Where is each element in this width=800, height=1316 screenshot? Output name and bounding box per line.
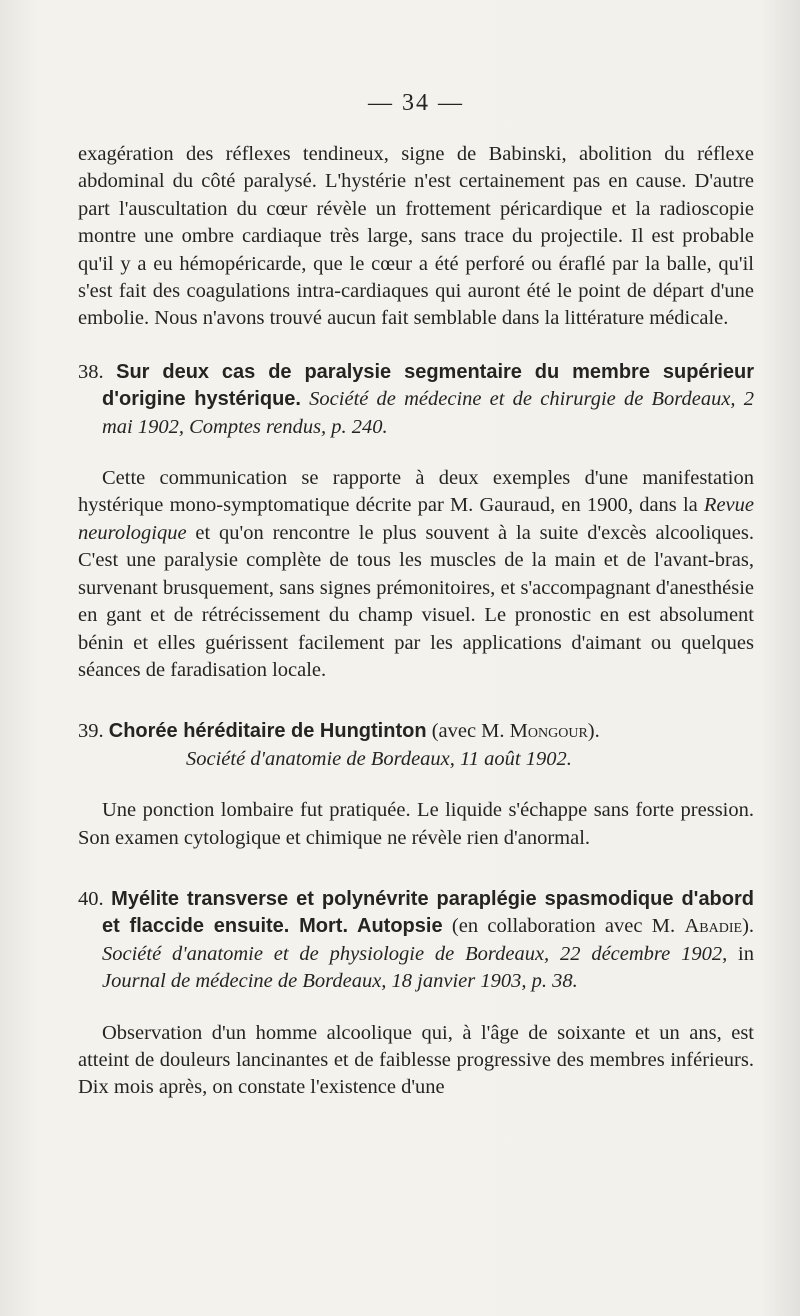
coauthor-name: Mongour <box>509 720 588 743</box>
entry-38-heading <box>78 359 754 441</box>
entry-number: 38. <box>78 360 104 383</box>
entry-38 <box>78 359 754 684</box>
entry-reference: Société de médecine et de chirurgie de Bordeaux, 2 mai 1902, Comptes rendus, p. 240. <box>102 388 754 438</box>
entry-40 <box>78 886 754 1102</box>
entry-40-heading <box>78 886 754 996</box>
entry-39 <box>78 718 754 852</box>
entry-40-body: Observation d'un homme alcoolique qui, à l'âge de soixante et un ans, est atteint de douleurs lancinantes et de faiblesse progressive des membres inférieurs. Dix mois après, on constate l'existence d'une <box>78 1021 754 1099</box>
coauthor-suffix: ). <box>587 720 600 743</box>
coauthor-prefix: (avec M. <box>426 720 510 743</box>
entry-title: Sur deux cas de paralysie segmentaire du membre supérieur d'origine hystérique. <box>102 360 755 411</box>
entry-39-heading <box>78 718 754 745</box>
entry-39-body: Une ponction lombaire fut pratiquée. Le liquide s'échappe sans forte pression. Son examen cytologique et chimique ne révèle rien d'anormal. <box>78 799 754 849</box>
page-number: — 34 — <box>368 90 464 116</box>
entry-number: 40. <box>78 887 104 910</box>
journal-name: Revue neurologique <box>78 494 754 544</box>
entry-number: 39. <box>78 720 104 743</box>
entry-title: Myélite transverse et polynévrite paraplégie spasmodique d'abord et flaccide ensuite. Mort. Autopsie <box>102 887 754 938</box>
entry-reference: Société d'anatomie et de physiologie de Bordeaux, 22 décembre 1902, <box>102 942 728 965</box>
coauthor-suffix: ). <box>742 915 755 938</box>
intro-paragraph: exagération des réflexes tendineux, signe de Babinski, abolition du réflexe abdominal du côté paralysé. L'hystérie n'est certainement pas en cause. D'autre part l'auscultation du cœur révèle un frottement péricardique et la radioscopie montre une ombre cardiaque très large, sans trace du projectile. Il est probable qu'il y a eu hémopéricarde, que le cœur a été perforé ou éraflé par la balle, qu'il s'est fait des coagulations intra-cardiaques qui auront été le point de départ d'une embolie. Nous n'avons trouvé aucun fait semblable dans la littérature médicale. <box>78 143 754 330</box>
journal-reference: Journal de médecine de Bordeaux, 18 janvier 1903, p. 38. <box>102 970 578 993</box>
reference-connector: in <box>727 942 754 965</box>
entry-38-body <box>78 465 754 684</box>
entry-reference: Société d'anatomie de Bordeaux, 11 août 1902. <box>186 747 572 770</box>
coauthor-name: Abadie <box>684 915 743 938</box>
entry-39-reference-line <box>78 746 754 773</box>
body-text: et qu'on rencontre le plus souvent à la suite d'excès alcooliques. C'est une paralysie complète de tous les muscles de la main et de l'avant-bras, survenant brusquement, sans signes prémonitoires, et s'accompagnant d'anesthésie en gant et de rétrécissement du champ visuel. Le pronostic en est absolument bénin et elles guérissent facilement par les applications d'aimant ou quelques séances de faradisation locale. <box>78 521 754 681</box>
coauthor-prefix: (en collaboration avec M. <box>442 915 685 938</box>
body-text: Cette communication se rapporte à deux exemples d'une manifestation hystérique mono-symptomatique décrite par M. Gauraud, en 1900, dans la <box>78 467 754 517</box>
entry-title: Chorée héréditaire de Hungtinton <box>108 720 427 743</box>
